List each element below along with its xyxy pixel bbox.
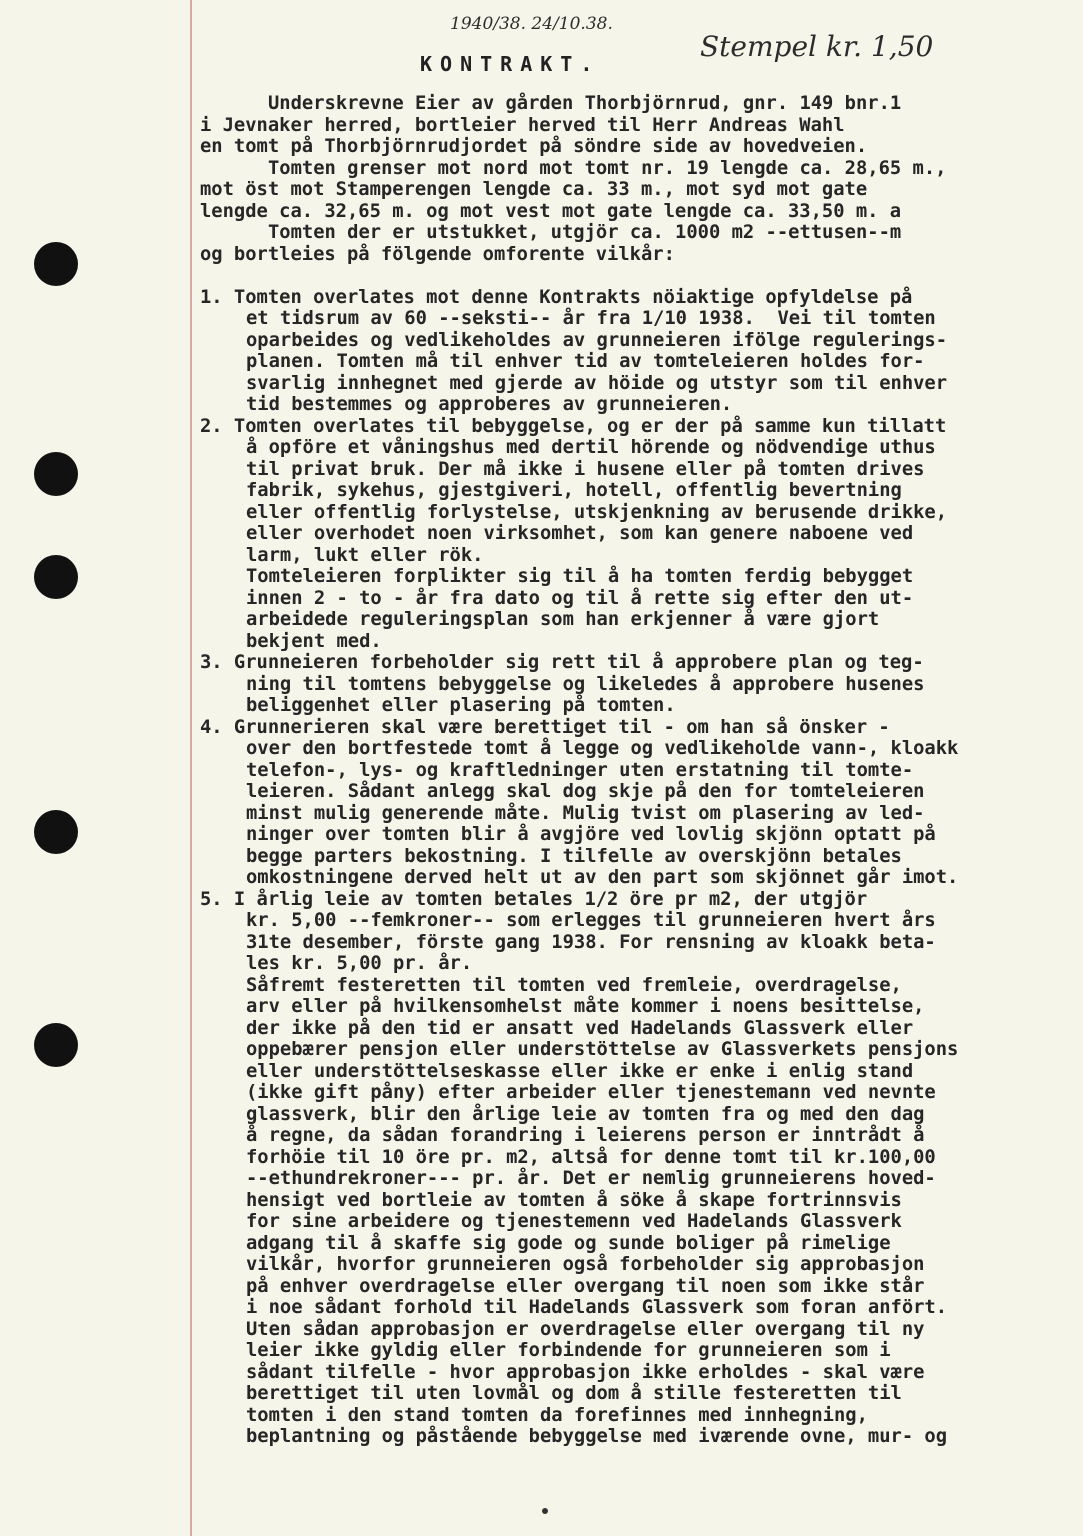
text-line: på enhver overdragelse eller overgang til noen som ikke står xyxy=(246,1275,925,1297)
text-line: 4. Grunnerieren skal være berettiget til - om han så önsker - xyxy=(200,716,890,738)
margin-rule xyxy=(190,0,192,1536)
punch-hole xyxy=(34,242,78,286)
text-line: beplantning og påstående bebyggelse med iværende ovne, mur- og xyxy=(246,1426,948,1447)
text-line: ninger over tomten blir å avgjöre ved lovlig skjönn optatt på xyxy=(246,824,936,845)
stamp-note: Stempel kr. 1,50 xyxy=(700,30,934,63)
text-line: planen. Tomten må til enhver tid av tomteleieren holdes for- xyxy=(246,351,925,372)
text-line: 1. Tomten overlates mot denne Kontrakts nöiaktige opfyldelse på xyxy=(200,286,913,308)
text-line: sådant tilfelle - hvor approbasjon ikke erholdes - skal være xyxy=(246,1361,925,1383)
text-line: arv eller på hvilkensomhelst måte kommer i noens besittelse, xyxy=(246,996,925,1017)
text-line: Tomteleieren forplikter sig til å ha tomten ferdig bebygget xyxy=(246,566,914,587)
punch-hole xyxy=(34,452,78,496)
text-line: larm, lukt eller rök. xyxy=(246,544,484,566)
text-line: 5. I årlig leie av tomten betales 1/2 öre pr m2, der utgjör xyxy=(200,888,868,910)
text-line: bekjent med. xyxy=(246,630,382,652)
text-line: eller offentlig forlystelse, utskjenkning av berusende drikke, xyxy=(246,501,948,523)
contract-body xyxy=(200,93,1070,1448)
text-line: fabrik, sykehus, gjestgiveri, hotell, offentlig bevertning xyxy=(246,480,902,501)
text-line: innen 2 - to - år fra dato og til å rette sig efter den ut- xyxy=(246,587,914,609)
text-line: oparbeides og vedlikeholdes av grunneieren ifölge regulerings- xyxy=(246,329,948,351)
staple-mark xyxy=(542,1508,548,1514)
text-line: (ikke gift påny) efter arbeider eller tjenestemann ved nevnte xyxy=(246,1082,936,1103)
text-line: telefon-, lys- og kraftledninger uten erstatning til tomte- xyxy=(246,759,914,781)
text-line: en tomt på Thorbjörnrudjordet på söndre side av hovedveien. xyxy=(200,136,868,157)
punch-hole xyxy=(34,1023,78,1067)
text-line: svarlig innhegnet med gjerde av höide og utstyr som til enhver xyxy=(246,372,948,394)
text-line: 2. Tomten overlates til bebyggelse, og er der på samme kun tillatt xyxy=(200,415,947,437)
text-line: eller overhodet noen virksomhet, som kan genere naboene ved xyxy=(246,523,914,544)
text-line: lengde ca. 32,65 m. og mot vest mot gate lengde ca. 33,50 m. a xyxy=(200,200,902,222)
text-line: for sine arbeidere og tjenestemenn ved Hadelands Glassverk xyxy=(246,1211,902,1232)
text-line: over den bortfestede tomt å legge og vedlikeholde vann-, kloakk xyxy=(246,738,959,759)
text-line: ning til tomtens bebyggelse og likeledes å approbere husenes xyxy=(246,673,925,695)
text-line: minst mulig generende måte. Mulig tvist om plasering av led- xyxy=(246,802,925,824)
text-line: Såfremt festeretten til tomten ved fremleie, overdragelse, xyxy=(246,974,902,996)
text-line: Tomten grenser mot nord mot tomt nr. 19 lengde ca. 28,65 m., xyxy=(268,157,947,179)
text-line: adgang til å skaffe sig gode og sunde boliger på rimelige xyxy=(246,1232,891,1254)
text-line: vilkår, hvorfor grunneieren også forbeholder sig approbasjon xyxy=(246,1254,925,1275)
punch-hole xyxy=(34,810,78,854)
text-line xyxy=(200,265,1070,287)
text-line: omkostningene derved helt ut av den part som skjönnet går imot. xyxy=(246,867,959,888)
text-line: et tidsrum av 60 --seksti-- år fra 1/10 1938. Vei til tomten xyxy=(246,308,936,329)
text-line: --ethundrekroner--- pr. år. Det er nemlig grunneierens hoved- xyxy=(246,1168,936,1189)
text-line: beliggenhet eller plasering på tomten. xyxy=(246,695,676,716)
text-line: og bortleies på fölgende omforente vilkår: xyxy=(200,243,675,265)
text-line: leier ikke gyldig eller forbindende for grunneieren som i xyxy=(246,1340,891,1361)
text-line: Underskrevne Eier av gården Thorbjörnrud, gnr. 149 bnr.1 xyxy=(268,93,902,114)
text-line: les kr. 5,00 pr. år. xyxy=(246,953,473,974)
text-line: glassverk, blir den årlige leie av tomten fra og med den dag xyxy=(246,1103,925,1125)
text-line: tomten i den stand tomten da forefinnes med innhegning, xyxy=(246,1404,868,1426)
text-line: tid bestemmes og approberes av grunneieren. xyxy=(246,394,733,415)
text-line: berettiget til uten lovmål og dom å stille festeretten til xyxy=(246,1383,902,1404)
text-line: mot öst mot Stamperengen lengde ca. 33 m., mot syd mot gate xyxy=(200,179,868,200)
text-line: i Jevnaker herred, bortleier herved til Herr Andreas Wahl xyxy=(200,114,845,136)
text-line: 3. Grunneieren forbeholder sig rett til å approbere plan og teg- xyxy=(200,652,924,673)
text-line: leieren. Sådant anlegg skal dog skje på den for tomteleieren xyxy=(246,781,925,802)
text-line: 31te desember, förste gang 1938. For rensning av kloakk beta- xyxy=(246,931,936,953)
text-line: å opföre et våningshus med dertil hörende og nödvendige uthus xyxy=(246,437,936,458)
text-line: der ikke på den tid er ansatt ved Hadelands Glassverk eller xyxy=(246,1017,914,1039)
text-line: å regne, da sådan forandring i leierens person er inntrådt å xyxy=(246,1125,925,1146)
text-line: til privat bruk. Der må ikke i husene eller på tomten drives xyxy=(246,458,925,480)
text-line: eller understöttelseskasse eller ikke er enke i enlig stand xyxy=(246,1060,914,1082)
text-line: oppebærer pensjon eller understöttelse av Glassverkets pensjons xyxy=(246,1039,959,1060)
document-title: KONTRAKT. xyxy=(420,52,601,76)
text-line: arbeidede reguleringsplan som han erkjenner å være gjort xyxy=(246,609,880,630)
text-line: Tomten der er utstukket, utgjör ca. 1000 m2 --ettusen--m xyxy=(268,222,902,243)
text-line: kr. 5,00 --femkroner-- som erlegges til grunneieren hvert års xyxy=(246,910,936,931)
text-line: hensigt ved bortleie av tomten å söke å skape fortrinnsvis xyxy=(246,1189,902,1211)
text-line: forhöie til 10 öre pr. m2, altså for denne tomt til kr.100,00 xyxy=(246,1146,936,1168)
text-line: begge parters bekostning. I tilfelle av overskjönn betales xyxy=(246,845,902,867)
punch-hole xyxy=(34,555,78,599)
text-line: i noe sådant forhold til Hadelands Glassverk som foran anfört. xyxy=(246,1297,948,1318)
reference-note: 1940/38. 24/10.38. xyxy=(450,14,613,34)
text-line: Uten sådan approbasjon er overdragelse eller overgang til ny xyxy=(246,1318,925,1340)
